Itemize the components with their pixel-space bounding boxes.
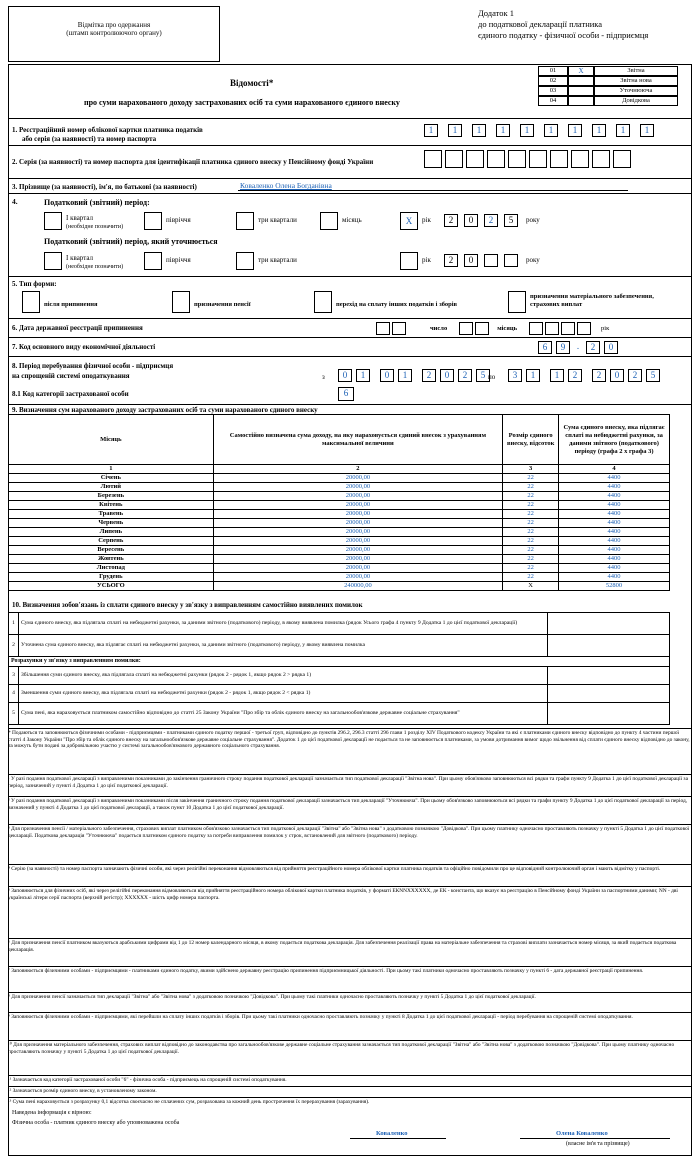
s1-label: 1. Реєстраційний номер облікової картки платника податків xyxy=(12,126,203,134)
from-date-digit[interactable]: 1 xyxy=(398,369,412,382)
footnote: * Подаються та заповнюються фізичними особами - підприємцями - платниками єдиного податку першої - третьої груп, відповідно до пунктів 296.2, 296.3 статті 296 глави 1 розділу XIV Податкового кодексу України та які є платниками єдиного внеску відповідно до пункту 4 частини першої статті 4 Закону України "Про збір та облік єдиного внеску на загальнообов'язкове державне соціальне страхування". Додаток 1 до цієї податкової декларації не подається та не заповнюється платниками, за умови дотримання вимог щодо звільнення від сплати єдиного внеску відповідно до закону, та можуть бути подані за добровільною участю у системі загальнообов'язкового державного соціального страхування. xyxy=(8,728,692,750)
to-date-digit[interactable]: 3 xyxy=(508,369,522,382)
s81-value[interactable]: 6 xyxy=(338,387,354,401)
total-income-cell[interactable]: 240000,00 xyxy=(213,582,503,591)
col-month-header: Місяць xyxy=(9,415,214,465)
form-type-pension-label: призначення пенсії xyxy=(194,301,251,308)
q3-checkbox[interactable] xyxy=(236,212,254,230)
half-label: півріччя xyxy=(166,256,191,264)
from-date-digit[interactable]: 0 xyxy=(380,369,394,382)
income-table xyxy=(8,414,670,591)
year-label: рік xyxy=(422,216,431,224)
form-type-benefits-label: призначення матеріального забезпечення, страхових виплат xyxy=(530,293,654,308)
s4-period-label: Податковий (звітний) період: xyxy=(44,198,150,207)
table-row xyxy=(9,519,670,528)
table-total-row xyxy=(9,582,670,591)
date-digit[interactable] xyxy=(459,322,473,335)
s3-value[interactable]: Коваленко Олена Богданівна xyxy=(240,181,332,190)
table-row xyxy=(9,501,670,510)
doc-type-label: Звітна нова xyxy=(594,76,678,86)
footnote: ⁵ Заповнюється для фізичних осіб, які через релігійні переконання відмовляються від прийняття реєстраційного номера облікової картки платника податків, у форматі ЕКNNXXXXXX, де ЕК - константа, що вказує на реєстрацію в Пенсійному фонді України за паспортними даними; NN - дві українські літери серії паспорта (верхній регістр); XXXXXX - шість цифр номера паспорта. xyxy=(8,886,692,901)
month-cell: Грудень xyxy=(9,573,214,582)
table-row xyxy=(9,546,670,555)
rate-cell[interactable]: 22 xyxy=(503,573,559,582)
from-date-digit[interactable]: 5 xyxy=(476,369,490,382)
q3-label: три квартали xyxy=(258,256,297,264)
contribution-cell[interactable]: 4400 xyxy=(559,537,670,546)
income-cell[interactable]: 20000,00 xyxy=(213,564,503,573)
doc-type-label: Звітна xyxy=(594,66,678,76)
tax-id-digit[interactable]: 1 xyxy=(520,124,534,137)
s8-to-label: по xyxy=(488,373,496,381)
s3-label: 3. Прізвище (за наявності), ім'я, по батькові (за наявності) xyxy=(12,183,197,191)
contribution-cell[interactable]: 4400 xyxy=(559,546,670,555)
income-cell[interactable]: 20000,00 xyxy=(213,501,503,510)
year-suffix: року xyxy=(526,216,540,224)
appendix-line3: єдиного податку - фізичної особи - підприємця xyxy=(478,30,649,40)
form-type-termination-label: після припинення xyxy=(44,301,98,308)
stamp-line2: (штамп контролюючого органу) xyxy=(66,29,162,38)
doc-type-checkbox[interactable] xyxy=(568,96,594,106)
passport-box[interactable] xyxy=(613,150,631,168)
form-type-termination-checkbox[interactable] xyxy=(22,291,40,313)
row-value[interactable] xyxy=(548,703,670,725)
table-row xyxy=(9,528,670,537)
form-type-pension-checkbox[interactable] xyxy=(172,291,190,313)
q1-sub: (необхідне позначити) xyxy=(66,224,124,230)
total-label: УСЬОГО xyxy=(9,582,214,591)
year-digit[interactable] xyxy=(484,254,498,267)
doc-type-checkbox[interactable] xyxy=(568,86,594,96)
table-colnum-row xyxy=(9,465,670,474)
rate-cell[interactable]: 22 xyxy=(503,519,559,528)
income-cell[interactable]: 20000,00 xyxy=(213,483,503,492)
q1-label: I квартал xyxy=(66,214,94,222)
month-cell: Червень xyxy=(9,519,214,528)
month-cell: Квітень xyxy=(9,501,214,510)
year-digit[interactable]: 2 xyxy=(444,214,458,227)
footnote: ¹² Зазначається розмір єдиного внеску, в установленому законом. xyxy=(8,1086,692,1095)
q3-label: три квартали xyxy=(258,216,297,224)
month-cell: Серпень xyxy=(9,537,214,546)
s10-label: 10. Визначення зобов'язань із сплати єдиного внеску у зв'язку з виправленням самостійно виявлених помилок xyxy=(12,601,363,609)
date-digit[interactable] xyxy=(545,322,559,335)
s2-boxes xyxy=(424,150,631,168)
passport-box[interactable] xyxy=(487,150,505,168)
footnote: ¹ У разі подання податкової декларації з виправленими показниками до закінчення граничного строку подання податкової декларації зазначається тип податкової декларації "Звітна нова". При цьому обов'язково заповнюються всі рядки та графи пункту 9 Додатка 1 до цієї податкової декларації за період, зазначений у пункті 4 Додатка 1 до цієї податкової декларації. xyxy=(8,774,692,789)
s8-to-digits xyxy=(508,369,660,382)
year-digit[interactable]: 0 xyxy=(464,214,478,227)
contribution-cell[interactable]: 4400 xyxy=(559,528,670,537)
s4-row1 xyxy=(44,212,644,232)
s5-row xyxy=(12,291,688,315)
month-cell: Січень xyxy=(9,474,214,483)
s4-period2-label: Податковий (звітний) період, який уточнюється xyxy=(44,237,218,246)
q1-label: I квартал xyxy=(66,254,94,262)
row-number: 5 xyxy=(9,703,19,725)
signature[interactable]: Коваленко xyxy=(376,1130,408,1137)
from-date-digit[interactable]: 2 xyxy=(458,369,472,382)
to-date-digit[interactable]: 1 xyxy=(526,369,540,382)
date-digit[interactable] xyxy=(376,322,390,335)
date-digit[interactable] xyxy=(561,322,575,335)
rate-cell[interactable]: 22 xyxy=(503,555,559,564)
rate-cell[interactable]: 22 xyxy=(503,492,559,501)
appendix-line2: до податкової декларації платника xyxy=(478,19,603,29)
kved-digit[interactable]: 2 xyxy=(586,341,600,354)
month-cell: Листопад xyxy=(9,564,214,573)
form-type-benefits-checkbox[interactable] xyxy=(508,291,526,313)
year-digit[interactable]: 0 xyxy=(464,254,478,267)
year-checkbox[interactable]: X xyxy=(400,212,418,230)
s6-date xyxy=(376,322,609,335)
passport-box[interactable] xyxy=(508,150,526,168)
tax-id-digit[interactable]: 1 xyxy=(640,124,654,137)
footnote: ⁸ Для призначення пенсії зазначається тип декларації "Звітна" або "Звітна нова" з додатковою позначкою "Довідкова". При цьому такі платники одночасно проставляють позначку у пункті 5 Додатка 1 до цієї податкової декларації. xyxy=(8,992,692,1001)
income-cell[interactable]: 20000,00 xyxy=(213,474,503,483)
col-number: 4 xyxy=(559,465,670,474)
contribution-cell[interactable]: 4400 xyxy=(559,564,670,573)
passport-box[interactable] xyxy=(466,150,484,168)
half-checkbox[interactable] xyxy=(144,212,162,230)
kved-digit[interactable]: 9 xyxy=(556,341,570,354)
day-label: число xyxy=(430,324,448,332)
year-digit[interactable]: 5 xyxy=(504,214,518,227)
income-cell[interactable]: 20000,00 xyxy=(213,573,503,582)
income-cell[interactable]: 20000,00 xyxy=(213,555,503,564)
income-cell[interactable]: 20000,00 xyxy=(213,537,503,546)
year-suffix: року xyxy=(526,256,540,264)
footnote: ¹⁰ Для призначення матеріального забезпечення, страхових виплат відповідно до законодавства про загальнообов'язкове державне соціальне страхування зазначається тип податкової декларації "Звітна" або "Звітна нова" з додатковою позначкою "Довідкова". При цьому платнику одночасно проставляють позначку у пункті 5 Додатка 1 до цієї податкової декларації. xyxy=(8,1040,692,1055)
table-row xyxy=(9,564,670,573)
table-row xyxy=(9,492,670,501)
s4-row2 xyxy=(44,252,644,272)
contribution-cell[interactable]: 4400 xyxy=(559,483,670,492)
doc-type-table xyxy=(538,66,678,106)
table-row xyxy=(9,667,670,685)
year-label: рік xyxy=(601,324,610,332)
row-label: Уточнена сума єдиного внеску, яка підлягає сплаті на небюджетні рахунки, за даними звітного (податкового) періоду, у якому виявлена помилка xyxy=(18,635,547,657)
rate-cell[interactable]: 22 xyxy=(503,474,559,483)
passport-box[interactable] xyxy=(571,150,589,168)
month-cell: Лютий xyxy=(9,483,214,492)
to-date-digit[interactable]: 2 xyxy=(592,369,606,382)
kved-dot: . xyxy=(576,341,580,351)
contribution-cell[interactable]: 4400 xyxy=(559,519,670,528)
from-date-digit[interactable]: 1 xyxy=(356,369,370,382)
from-date-digit[interactable]: 2 xyxy=(422,369,436,382)
s8-from-label: з xyxy=(322,373,325,381)
signer-name-caption: (власне ім'я та прізвище) xyxy=(566,1141,630,1147)
tax-id-digit[interactable]: 1 xyxy=(496,124,510,137)
to-date-digit[interactable]: 5 xyxy=(646,369,660,382)
table-row xyxy=(9,474,670,483)
income-cell[interactable]: 20000,00 xyxy=(213,519,503,528)
tax-id-digit[interactable]: 1 xyxy=(424,124,438,137)
income-cell[interactable]: 20000,00 xyxy=(213,492,503,501)
date-digit[interactable] xyxy=(392,322,406,335)
col-number: 1 xyxy=(9,465,214,474)
year2-digits xyxy=(444,254,518,267)
footnote: ² У разі подання податкової декларації з виправленими показниками після закінчення граничного строку подання податкової декларації зазначається тип декларації "Уточнююча". При цьому обов'язково заповнюються всі рядки та графи пункту 9 Додатка 1 до цієї податкової декларації за період, визначений у пункті 4 Додатка 1 до цієї податкової декларації, а також пункт 10 Додатка 1 до цієї податкової декларації. xyxy=(8,796,692,811)
contribution-cell[interactable]: 4400 xyxy=(559,555,670,564)
q3-checkbox[interactable] xyxy=(236,252,254,270)
tax-id-digit[interactable]: 1 xyxy=(544,124,558,137)
table-row xyxy=(9,573,670,582)
table-row xyxy=(9,537,670,546)
kved-digit[interactable]: 0 xyxy=(604,341,618,354)
rate-cell[interactable]: 22 xyxy=(503,483,559,492)
stamp-line1: Відмітка про одержання xyxy=(77,21,151,29)
month-cell: Вересень xyxy=(9,546,214,555)
sign-who: Фізична особа - платник єдиного внеску або уповноважена особа xyxy=(12,1120,180,1126)
s7-digits xyxy=(538,341,618,354)
passport-box[interactable] xyxy=(424,150,442,168)
s4-num: 4. xyxy=(12,197,18,206)
to-date-digit[interactable]: 2 xyxy=(568,369,582,382)
total-contribution-cell[interactable]: 52800 xyxy=(559,582,670,591)
total-rate-cell: X xyxy=(503,582,559,591)
date-digit[interactable] xyxy=(475,322,489,335)
s81-label: 8.1 Код категорії застрахованої особи xyxy=(12,390,129,398)
footnote: ⁴ Серію (за наявності) та номер паспорта зазначають фізичні особи, які через релігійні переконання відмовляються від прийняття реєстраційного номера облікової картки платника податків та офіційно повідомили про це відповідний контролюючий орган і мають відмітку у паспорті. xyxy=(8,864,692,873)
doc-type-row xyxy=(538,96,678,106)
doc-type-label: Довідкова xyxy=(594,96,678,106)
rate-cell[interactable]: 22 xyxy=(503,564,559,573)
doc-type-code: 01 xyxy=(538,66,568,76)
year-digits xyxy=(444,214,518,227)
s1-digits xyxy=(424,124,654,137)
col-income-header: Самостійно визначена сума доходу, на яку нараховується єдиний внесок з урахуванням максимальної величини xyxy=(213,415,503,465)
month-checkbox[interactable] xyxy=(320,212,338,230)
half-checkbox[interactable] xyxy=(144,252,162,270)
s6-label: 6. Дата державної реєстрації припинення xyxy=(12,324,143,332)
table-row xyxy=(9,685,670,703)
from-date-digit[interactable]: 0 xyxy=(440,369,454,382)
doc-type-row xyxy=(538,76,678,86)
s2-label: 2. Серія (за наявності) та номер паспорта для ідентифікації платника єдиного внеску у Пенсійному фонді України xyxy=(12,158,374,166)
table-row xyxy=(9,635,670,657)
form-type-switch-label: перехід на сплату інших податків і зборів xyxy=(336,301,458,308)
appendix-header xyxy=(478,8,693,41)
s8-sub: на спрощеній системі оподаткування xyxy=(12,372,130,380)
col-number: 2 xyxy=(213,465,503,474)
contribution-cell[interactable]: 4400 xyxy=(559,573,670,582)
rate-cell[interactable]: 22 xyxy=(503,510,559,519)
contribution-cell[interactable]: 4400 xyxy=(559,474,670,483)
table-row xyxy=(9,613,670,635)
year-digit[interactable]: 2 xyxy=(484,214,498,227)
table-row xyxy=(9,657,670,667)
row-number: 4 xyxy=(9,685,19,703)
table-row xyxy=(9,483,670,492)
table-row xyxy=(9,555,670,564)
row-number: 3 xyxy=(9,667,19,685)
footnote: ³ Для призначення пенсії / матеріального забезпечення, страхових виплат платником обов'язково зазначається тип податкової декларації "Звітна" або "Звітна нова" з додатковою позначкою "Довідкова". При цьому платнику одночасно проставляють позначку у пункті 5 Додатка 1 до цієї податкової декларації. Податкова декларація "Уточнююча" подається платником єдиного податку за потреби виправлення помилок у строк, встановлений для звітного (податкового) періоду. xyxy=(8,824,692,839)
form-subtitle: про суми нарахованого доходу застрахованих осіб та суми нарахованого єдиного внеску xyxy=(84,98,400,107)
s1-sub: або серія (за наявності) та номер паспорта xyxy=(22,135,157,143)
month-cell: Жовтень xyxy=(9,555,214,564)
row-label: Сума єдиного внеску, яка підлягала сплаті на небюджетні рахунки, за даними звітного (податкового) періоду, в якому виявлена помилка (рядок Усього графа 4 пункту 9 Додатка 1 до цієї податкової декларації) xyxy=(18,613,547,635)
form-title: Відомості* xyxy=(230,78,274,88)
row-value[interactable] xyxy=(548,685,670,703)
rate-cell[interactable]: 22 xyxy=(503,546,559,555)
kved-digit[interactable]: 6 xyxy=(538,341,552,354)
s8-from-digits xyxy=(338,369,490,382)
to-date-digit[interactable]: 2 xyxy=(628,369,642,382)
month-cell: Березень xyxy=(9,492,214,501)
doc-type-code: 02 xyxy=(538,76,568,86)
footnote: ¹³ Сума пені нараховується з розрахунку 0,1 відсотка своєчасно не сплачених сум, розрахована за кожний день прострочення їх перерахування (зарахування). xyxy=(8,1097,692,1106)
month-cell: Липень xyxy=(9,528,214,537)
year-digit[interactable]: 2 xyxy=(444,254,458,267)
row-value[interactable] xyxy=(548,667,670,685)
year-checkbox[interactable] xyxy=(400,252,418,270)
q1-checkbox[interactable] xyxy=(44,252,62,270)
form-type-switch-checkbox[interactable] xyxy=(314,291,332,313)
tax-id-digit[interactable]: 1 xyxy=(568,124,582,137)
contribution-cell[interactable]: 4400 xyxy=(559,501,670,510)
from-date-digit[interactable]: 0 xyxy=(338,369,352,382)
col-number: 3 xyxy=(503,465,559,474)
tax-id-digit[interactable]: 1 xyxy=(616,124,630,137)
row-number: 2 xyxy=(9,635,19,657)
rate-cell[interactable]: 22 xyxy=(503,537,559,546)
q1-sub: (необхідне позначити) xyxy=(66,264,124,270)
tax-id-digit[interactable]: 1 xyxy=(592,124,606,137)
s9-label: 9. Визначення сум нарахованого доходу застрахованих осіб та суми нарахованого єдиного внеску xyxy=(12,406,318,414)
year-label: рік xyxy=(422,256,431,264)
correction-table xyxy=(8,612,670,725)
income-cell[interactable]: 20000,00 xyxy=(213,546,503,555)
month-label: місяць xyxy=(497,324,518,332)
s8-label: 8. Період перебування фізичної особи - підприємця xyxy=(12,362,174,370)
doc-type-checkbox[interactable] xyxy=(568,76,594,86)
passport-box[interactable] xyxy=(592,150,610,168)
row-value[interactable] xyxy=(548,613,670,635)
footnote: ⁶ Для призначення пенсії платником вказуються арабськими цифрами від 1 до 12 номер календарного місяця, в якому подається податкова декларація. Для забезпечення реалізації права на матеріальне забезпечення та страхові виплати зазначається номер місяця, за який подається податкова декларація. xyxy=(8,938,692,953)
footnote: ¹¹ Зазначається код категорії застрахованої особи "6" - фізична особа - підприємець на спрощеній системі оподаткування. xyxy=(8,1075,692,1084)
row-number: 1 xyxy=(9,613,19,635)
year-digit[interactable] xyxy=(504,254,518,267)
row-label: Зменшення суми єдиного внеску, яка підлягала сплаті на небюджетні рахунки (рядок 2 - рядок 1, якщо рядок 2 < рядка 1) xyxy=(18,685,547,703)
col-rate-header: Розмір єдиного внеску, відсоток xyxy=(503,415,559,465)
table-header-row xyxy=(9,415,670,465)
row-label: Сума пені, яка нараховується платником самостійно відповідно до статті 25 Закону України "Про збір та облік єдиного внеску на загальнообов'язкове державне соціальне страхування" xyxy=(18,703,547,725)
to-date-digit[interactable]: 1 xyxy=(550,369,564,382)
to-date-digit[interactable]: 0 xyxy=(610,369,624,382)
q1-checkbox[interactable] xyxy=(44,212,62,230)
tax-id-digit[interactable]: 1 xyxy=(472,124,486,137)
passport-box[interactable] xyxy=(529,150,547,168)
contribution-cell[interactable]: 4400 xyxy=(559,510,670,519)
doc-type-checkbox[interactable]: X xyxy=(568,66,594,76)
row-label: Збільшення суми єдиного внеску, яка підлягала сплаті на небюджетні рахунки (рядок 2 - рядок 1, якщо рядок 2 > рядка 1) xyxy=(18,667,547,685)
footnote: ⁷ Заповнюється фізичними особами - підприємцями - платниками єдиного податку, якими здійснено державну реєстрацію припинення підприємницької діяльності. При цьому такі платники одночасно проставляють позначку у пункті 6 - дата державної реєстрації припинення. xyxy=(8,966,692,975)
table-row xyxy=(9,510,670,519)
doc-type-code: 04 xyxy=(538,96,568,106)
sign-intro: Наведена інформація є вірною: xyxy=(12,1110,92,1116)
passport-box[interactable] xyxy=(550,150,568,168)
rate-cell[interactable]: 22 xyxy=(503,528,559,537)
footnote: ⁹ Заповнюється фізичними особами - підприємцями, які перейшли на сплату інших податків і зборів. При цьому такі платники одночасно проставляють позначку у пункті 8 Додатка 1 до цієї податкової декларації - період перебування на спрощеній системі оподаткування. xyxy=(8,1012,692,1021)
half-label: півріччя xyxy=(166,216,191,224)
income-cell[interactable]: 20000,00 xyxy=(213,528,503,537)
month-label: місяць xyxy=(342,216,362,224)
calc-heading: Розрахунки у зв'язку з виправленням помилки: xyxy=(9,657,670,667)
income-cell[interactable]: 20000,00 xyxy=(213,510,503,519)
col-contribution-header: Сума єдиного внеску, яка підлягає сплаті на небюджетні рахунки, за даними звітного (податкового) періоду (графа 2 х графа 3) xyxy=(559,415,670,465)
doc-type-row xyxy=(538,86,678,96)
doc-type-code: 03 xyxy=(538,86,568,96)
contribution-cell[interactable]: 4400 xyxy=(559,492,670,501)
date-digit[interactable] xyxy=(577,322,591,335)
doc-type-row xyxy=(538,66,678,76)
table-row xyxy=(9,703,670,725)
tax-id-digit[interactable]: 1 xyxy=(448,124,462,137)
rate-cell[interactable]: 22 xyxy=(503,501,559,510)
s7-label: 7. Код основного виду економічної діяльності xyxy=(12,343,156,351)
passport-box[interactable] xyxy=(445,150,463,168)
row-value[interactable] xyxy=(548,635,670,657)
date-digit[interactable] xyxy=(529,322,543,335)
appendix-line1: Додаток 1 xyxy=(478,8,515,18)
month-cell: Травень xyxy=(9,510,214,519)
signer-name[interactable]: Олена Коваленко xyxy=(556,1130,608,1137)
doc-type-label: Уточнююча xyxy=(594,86,678,96)
s5-label: 5. Тип форми: xyxy=(12,280,57,288)
stamp-box xyxy=(8,6,220,62)
